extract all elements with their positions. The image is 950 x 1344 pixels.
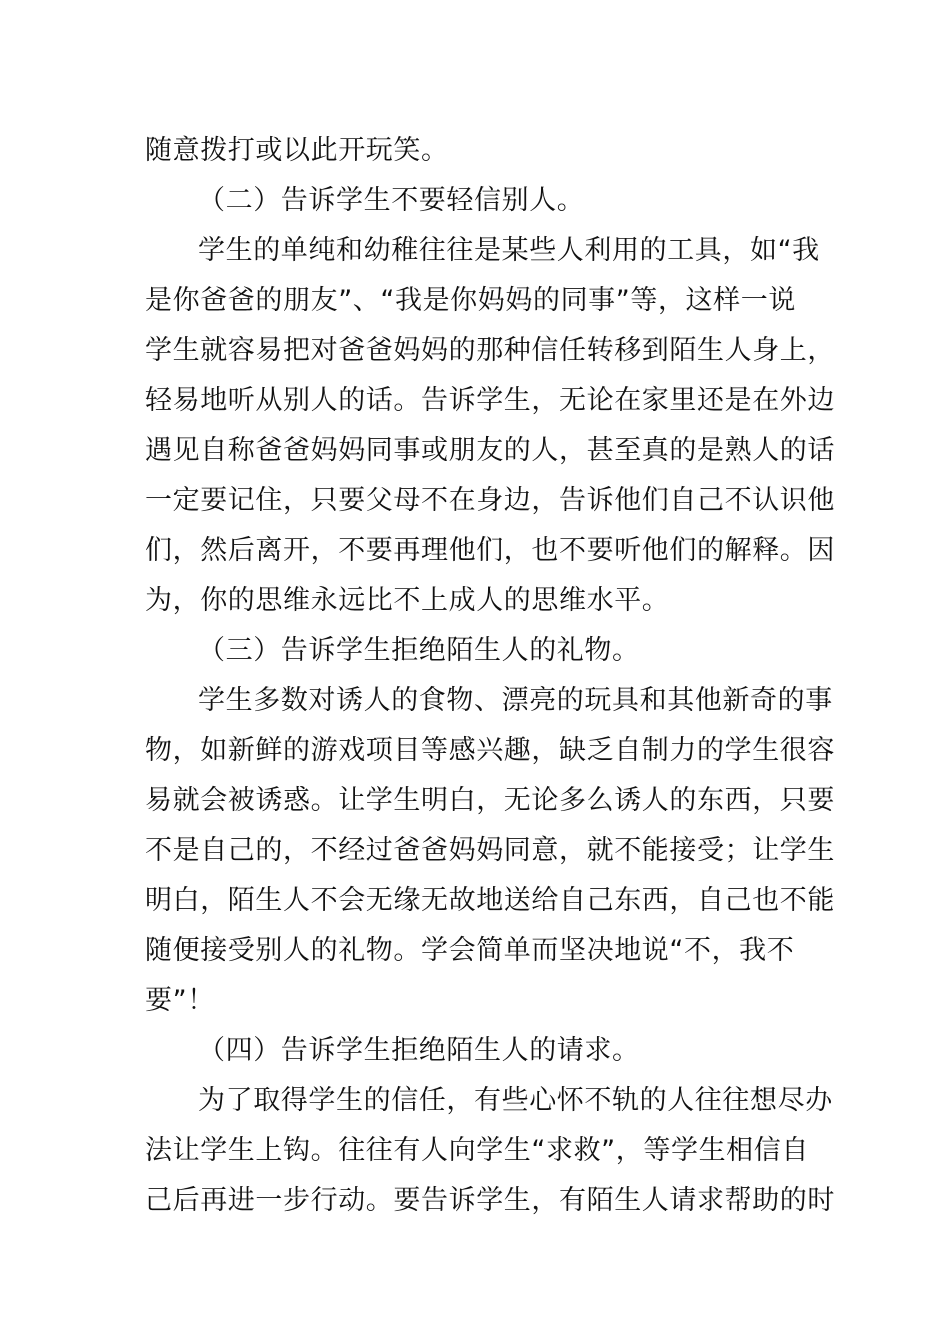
paragraph-line: 为，你的思维永远比不上成人的思维水平。: [145, 585, 670, 616]
paragraph-line: 不是自己的，不经过爸爸妈妈同意，就不能接受；让学生: [145, 835, 835, 866]
paragraph-line: 法让学生上钩。往往有人向学生“求救”，等学生相信自: [145, 1135, 809, 1166]
section-heading-3: （三）告诉学生拒绝陌生人的礼物。: [198, 635, 640, 666]
paragraph-line: 学生的单纯和幼稚往往是某些人利用的工具，如“我: [198, 235, 820, 266]
section-heading-4: （四）告诉学生拒绝陌生人的请求。: [198, 1035, 640, 1066]
paragraph-line: 己后再进一步行动。要告诉学生，有陌生人请求帮助的时: [145, 1185, 835, 1216]
paragraph-line: 要”！: [145, 985, 215, 1016]
paragraph-line: 一定要记住，只要父母不在身边，告诉他们自己不认识他: [145, 485, 835, 516]
paragraph-line: 物，如新鲜的游戏项目等感兴趣，缺乏自制力的学生很容: [145, 735, 835, 766]
paragraph-line: 为了取得学生的信任，有些心怀不轨的人往往想尽办: [198, 1085, 833, 1116]
paragraph-line: 轻易地听从别人的话。告诉学生，无论在家里还是在外边: [145, 385, 835, 416]
paragraph-line: 遇见自称爸爸妈妈同事或朋友的人，甚至真的是熟人的话: [145, 435, 835, 466]
paragraph-line: 随意拨打或以此开玩笑。: [145, 135, 449, 166]
paragraph-line: 易就会被诱惑。让学生明白，无论多么诱人的东西，只要: [145, 785, 835, 816]
paragraph-line: 们，然后离开，不要再理他们，也不要听他们的解释。因: [145, 535, 835, 566]
paragraph-line: 随便接受别人的礼物。学会简单而坚决地说“不，我不: [145, 935, 795, 966]
paragraph-line: 明白，陌生人不会无缘无故地送给自己东西，自己也不能: [145, 885, 835, 916]
paragraph-line: 学生就容易把对爸爸妈妈的那种信任转移到陌生人身上，: [145, 335, 835, 366]
section-heading-2: （二）告诉学生不要轻信别人。: [198, 185, 585, 216]
paragraph-line: 学生多数对诱人的食物、漂亮的玩具和其他新奇的事: [198, 685, 833, 716]
paragraph-line: 是你爸爸的朋友”、“我是你妈妈的同事”等，这样一说: [145, 285, 796, 316]
